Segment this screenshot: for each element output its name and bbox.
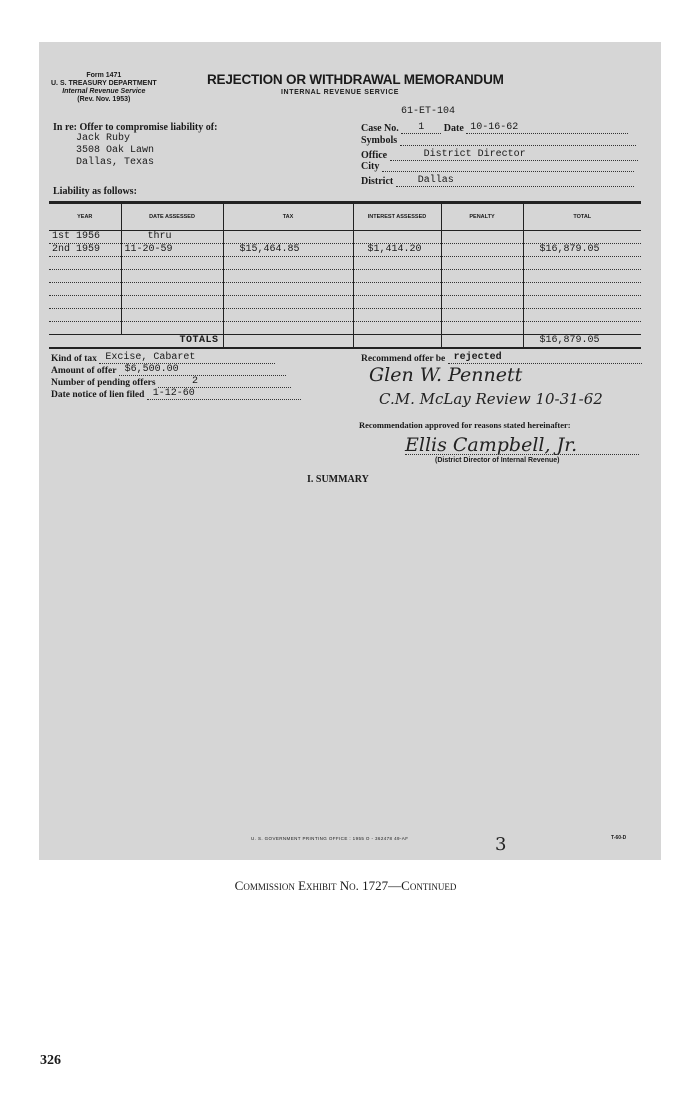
totals-label: TOTALS <box>49 335 223 349</box>
district-row: District Dallas <box>361 174 634 187</box>
table-row <box>49 322 641 335</box>
liability-label: Liability as follows: <box>53 186 137 197</box>
liability-table <box>49 201 641 349</box>
table-row <box>49 283 641 296</box>
case-no-row: Case No. 1 Date 10-16-62 <box>361 121 628 134</box>
pending-offers-value: 2 <box>191 376 198 387</box>
lien-date-row: Date notice of lien filed 1-12-60 <box>51 388 301 400</box>
director-signature-line <box>405 454 639 455</box>
table-row <box>49 270 641 283</box>
table-row <box>49 296 641 309</box>
director-label: (District Director of Internal Revenue) <box>435 457 560 464</box>
taxpayer-address <box>76 133 154 169</box>
header-date-assessed: DATE ASSESSED <box>121 203 223 231</box>
signature-reviewer-2: C.M. McLay Review 10-31-62 <box>379 390 603 408</box>
header-penalty: PENALTY <box>441 203 523 231</box>
table-header-row <box>49 203 641 231</box>
recommend-row: Recommend offer be rejected <box>361 352 642 364</box>
amount-of-offer-value: $6,500.00 <box>124 364 179 375</box>
exhibit-caption: Commission Exhibit No. 1727—Continued <box>234 878 457 893</box>
table-row: 1st 1956 thru <box>49 231 641 244</box>
in-re-label: In re: Offer to compromise liability of: <box>53 122 218 133</box>
district-value: Dallas <box>417 175 454 186</box>
office-row: Office District Director <box>361 148 638 161</box>
lien-date-value: 1-12-60 <box>152 388 195 399</box>
file-number: 61-ET-104 <box>401 106 456 117</box>
office-value: District Director <box>423 149 526 160</box>
form-subtitle: INTERNAL REVENUE SERVICE <box>281 89 399 96</box>
summary-heading: I. SUMMARY <box>307 474 369 485</box>
city-row: City <box>361 161 634 174</box>
kind-of-tax-row: Kind of tax Excise, Cabaret <box>51 352 275 364</box>
date-value: 10-16-62 <box>470 122 519 133</box>
header-total: TOTAL <box>523 203 641 231</box>
amount-of-offer-row: Amount of offer $6,500.00 <box>51 364 286 376</box>
signature-reviewer-1: Glen W. Pennett <box>369 364 523 386</box>
taxpayer-street: 3508 Oak Lawn <box>76 145 155 156</box>
table-row <box>49 309 641 322</box>
form-identifier: Form 1471 U. S. TREASURY DEPARTMENT Internal Revenue Service (Rev. Nov. 1953) <box>51 72 157 103</box>
signature-director: Ellis Campbell, Jr. <box>405 434 578 456</box>
totals-value: $16,879.05 <box>523 335 641 349</box>
header-interest: INTEREST ASSESSED <box>353 203 441 231</box>
handwritten-page-number: 3 <box>495 834 507 855</box>
table-row: 2nd 1959 11-20-59 $15,464.85 $1,414.20 $16,879.05 <box>49 244 641 257</box>
table-row <box>49 257 641 270</box>
header-year: YEAR <box>49 203 121 231</box>
approved-label: Recommendation approved for reasons stated hereinafter: <box>359 420 571 430</box>
pending-offers-row: Number of pending offers 2 <box>51 376 291 388</box>
header-tax: TAX <box>223 203 353 231</box>
gpo-imprint: U. S. GOVERNMENT PRINTING OFFICE : 1955 O - 362478 49-AF <box>251 836 409 841</box>
totals-row <box>49 335 641 349</box>
case-no-value: 1 <box>418 122 425 133</box>
memorandum-form <box>39 42 661 860</box>
form-code: T-60-D <box>611 835 627 841</box>
recommend-value: rejected <box>453 352 502 363</box>
page-number: 326 <box>40 1053 61 1068</box>
taxpayer-name: Jack Ruby <box>76 133 131 144</box>
kind-of-tax-value: Excise, Cabaret <box>105 352 196 363</box>
form-title: REJECTION OR WITHDRAWAL MEMORANDUM <box>207 72 504 87</box>
taxpayer-city: Dallas, Texas <box>76 157 155 168</box>
symbols-row: Symbols <box>361 135 636 148</box>
